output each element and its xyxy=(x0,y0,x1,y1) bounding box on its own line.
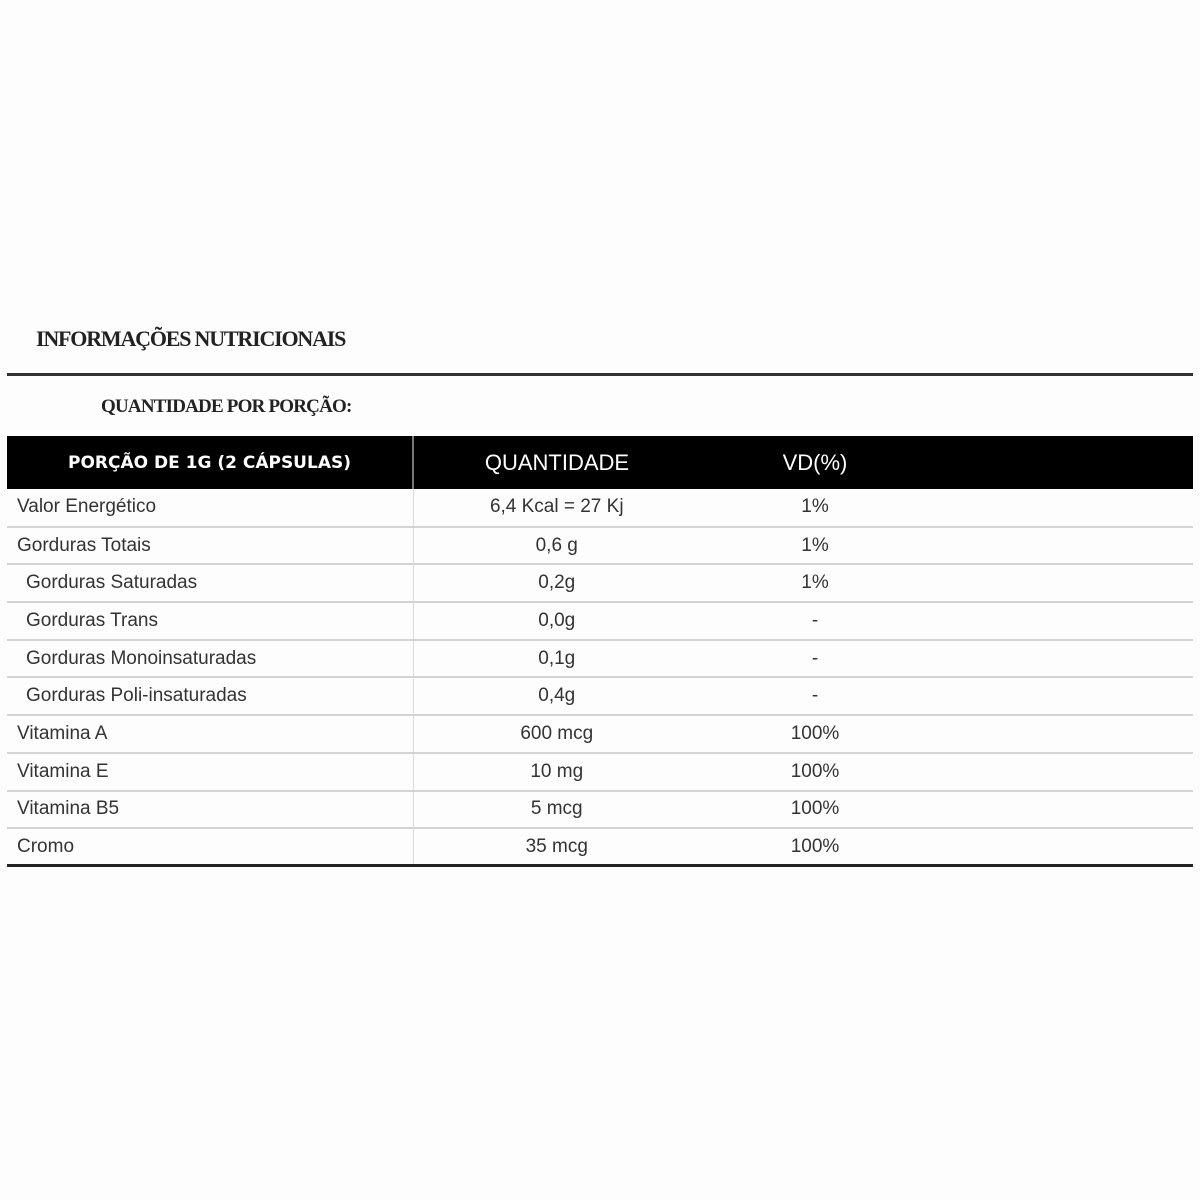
nutrition-table xyxy=(7,436,1193,867)
header-quantity: QUANTIDADE xyxy=(484,449,630,475)
page-title: INFORMAÇÕES NUTRICIONAIS xyxy=(36,326,346,351)
nutrient-vd: - xyxy=(811,685,819,707)
nutrient-quantity: 600 mcg xyxy=(520,722,594,744)
empty-cell xyxy=(930,489,1193,527)
empty-cell xyxy=(930,602,1193,640)
empty-cell xyxy=(930,791,1193,829)
nutrient-quantity: 0,0g xyxy=(538,609,576,631)
section-subtitle: QUANTIDADE POR PORÇÃO: xyxy=(101,396,352,417)
nutrient-vd: 1% xyxy=(801,572,829,594)
nutrient-vd: 1% xyxy=(801,496,829,518)
nutrient-vd: 100% xyxy=(790,722,840,744)
empty-cell xyxy=(930,828,1193,866)
table-row xyxy=(7,527,1193,565)
empty-cell xyxy=(930,564,1193,602)
empty-cell xyxy=(930,677,1193,715)
nutrient-vd: 100% xyxy=(790,798,840,820)
table-row xyxy=(7,640,1193,678)
table-row xyxy=(7,489,1193,527)
nutrient-quantity: 5 mcg xyxy=(530,798,583,820)
nutrient-name: Valor Energético xyxy=(7,489,413,527)
empty-cell xyxy=(930,753,1193,791)
nutrient-quantity: 10 mg xyxy=(530,760,584,782)
nutrient-quantity: 0,2g xyxy=(538,572,576,594)
nutrient-quantity: 35 mcg xyxy=(525,835,588,857)
nutrient-quantity: 0,6 g xyxy=(535,534,578,556)
table-row xyxy=(7,791,1193,829)
nutrient-name: Gorduras Totais xyxy=(7,527,413,565)
nutrient-quantity: 6,4 Kcal = 27 Kj xyxy=(489,496,624,518)
nutrient-name: Gorduras Trans xyxy=(7,602,413,640)
nutrient-name: Vitamina B5 xyxy=(7,791,413,829)
header-empty xyxy=(930,436,1193,489)
nutrient-quantity: 0,1g xyxy=(538,647,576,669)
table-row xyxy=(7,753,1193,791)
nutrient-quantity: 0,4g xyxy=(538,685,576,707)
nutrient-vd: - xyxy=(811,609,819,631)
header-vd: VD(%) xyxy=(782,449,848,475)
table-row xyxy=(7,715,1193,753)
nutrient-name: Cromo xyxy=(7,828,413,866)
divider xyxy=(7,373,1193,376)
nutrient-name: Gorduras Poli-insaturadas xyxy=(7,677,413,715)
header-portion: PORÇÃO DE 1G (2 CÁPSULAS) xyxy=(7,436,413,489)
nutrient-name: Gorduras Monoinsaturadas xyxy=(7,640,413,678)
table-header-row xyxy=(7,436,1193,489)
empty-cell xyxy=(930,640,1193,678)
nutrient-vd: 100% xyxy=(790,760,840,782)
nutrient-name: Vitamina E xyxy=(7,753,413,791)
empty-cell xyxy=(930,527,1193,565)
nutrient-vd: 1% xyxy=(801,534,829,556)
nutrient-vd: 100% xyxy=(790,835,840,857)
table-row xyxy=(7,677,1193,715)
nutrient-vd: - xyxy=(811,647,819,669)
nutrient-name: Gorduras Saturadas xyxy=(7,564,413,602)
empty-cell xyxy=(930,715,1193,753)
nutrient-name: Vitamina A xyxy=(7,715,413,753)
table-row xyxy=(7,828,1193,866)
table-row xyxy=(7,602,1193,640)
table-row xyxy=(7,564,1193,602)
